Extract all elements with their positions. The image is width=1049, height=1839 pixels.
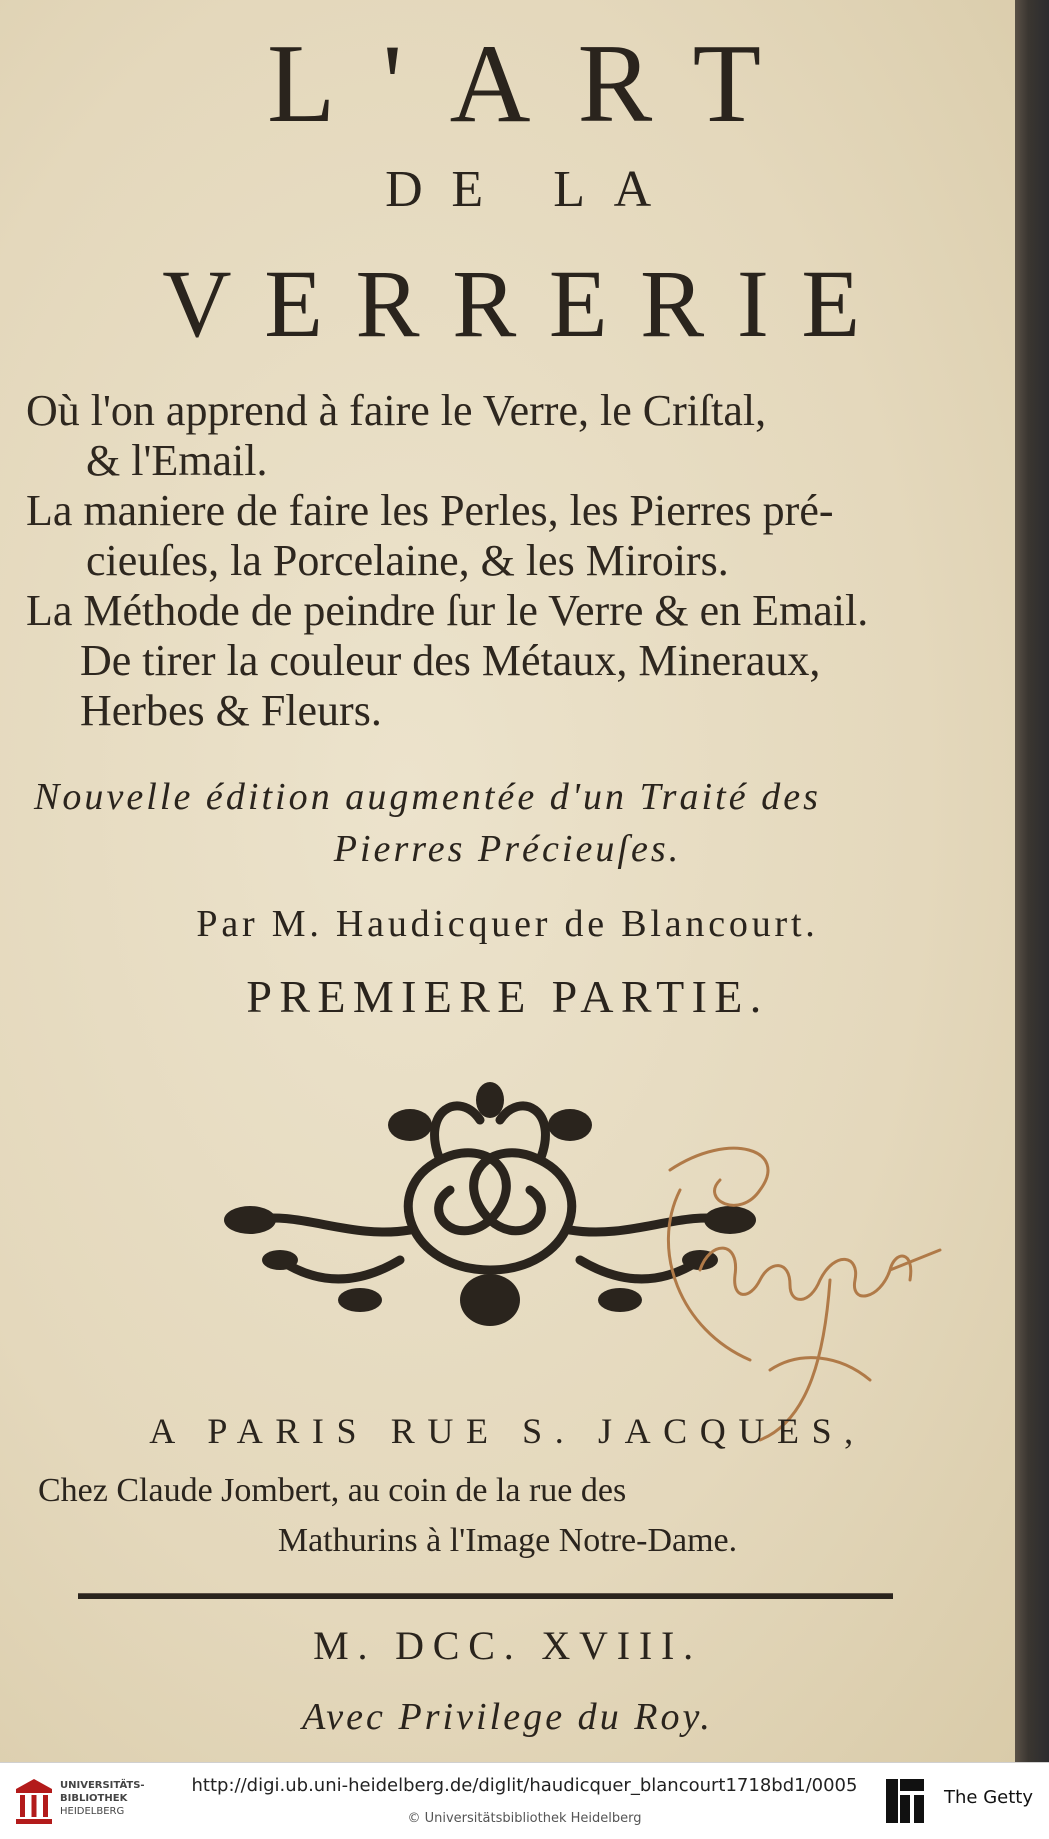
body-line: Où l'on apprend à faire le Verre, le Criſtal, [26, 386, 767, 435]
body-line: De tirer la couleur des Métaux, Mineraux, [80, 636, 821, 685]
partner-name: The Getty [944, 1787, 1033, 1808]
privilege-line: Avec Privilege du Roy. [302, 1696, 713, 1738]
body-line: La maniere de faire les Perles, les Pierres pré- [26, 486, 834, 535]
publication-date: M. DCC. XVIII. [313, 1623, 702, 1668]
body-line: & l'Email. [86, 436, 268, 485]
imprint-printer: Chez Claude Jombert, au coin de la rue des [38, 1472, 627, 1509]
imprint-place: A PARIS RUE S. JACQUES, [149, 1411, 866, 1451]
book-spine-edge [1015, 0, 1049, 1762]
body-line: Herbes & Fleurs. [80, 686, 382, 735]
title-line-2: DE LA [385, 161, 680, 218]
edition-line-2: Pierres Précieuſes. [333, 828, 682, 870]
permalink-url[interactable]: http://digi.ub.uni-heidelberg.de/diglit/haudicquer_blancourt1718bd1/0005 [191, 1775, 858, 1796]
body-line: La Méthode de peindre ſur le Verre & en Email. [26, 586, 869, 635]
imprint-address: Mathurins à l'Image Notre-Dame. [277, 1522, 738, 1559]
part-heading: PREMIERE PARTIE. [246, 971, 769, 1022]
copyright-notice: © Universitätsbibliothek Heidelberg [407, 1811, 642, 1826]
title-line-3: VERRERIE [162, 250, 893, 357]
edition-line-1: Nouvelle édition augmentée d'un Traité des [34, 776, 821, 818]
university-library-name: UNIVERSITÄTS- BIBLIOTHEK HEIDELBERG [60, 1780, 145, 1817]
divider-rule [78, 1593, 893, 1599]
viewer-footer [0, 1762, 1049, 1839]
author-line: Par M. Haudicquer de Blancourt. [196, 903, 819, 945]
title-line-1: L'ART [266, 22, 809, 146]
body-line: cieuſes, la Porcelaine, & les Miroirs. [86, 536, 729, 585]
getty-logo-icon [884, 1777, 926, 1825]
